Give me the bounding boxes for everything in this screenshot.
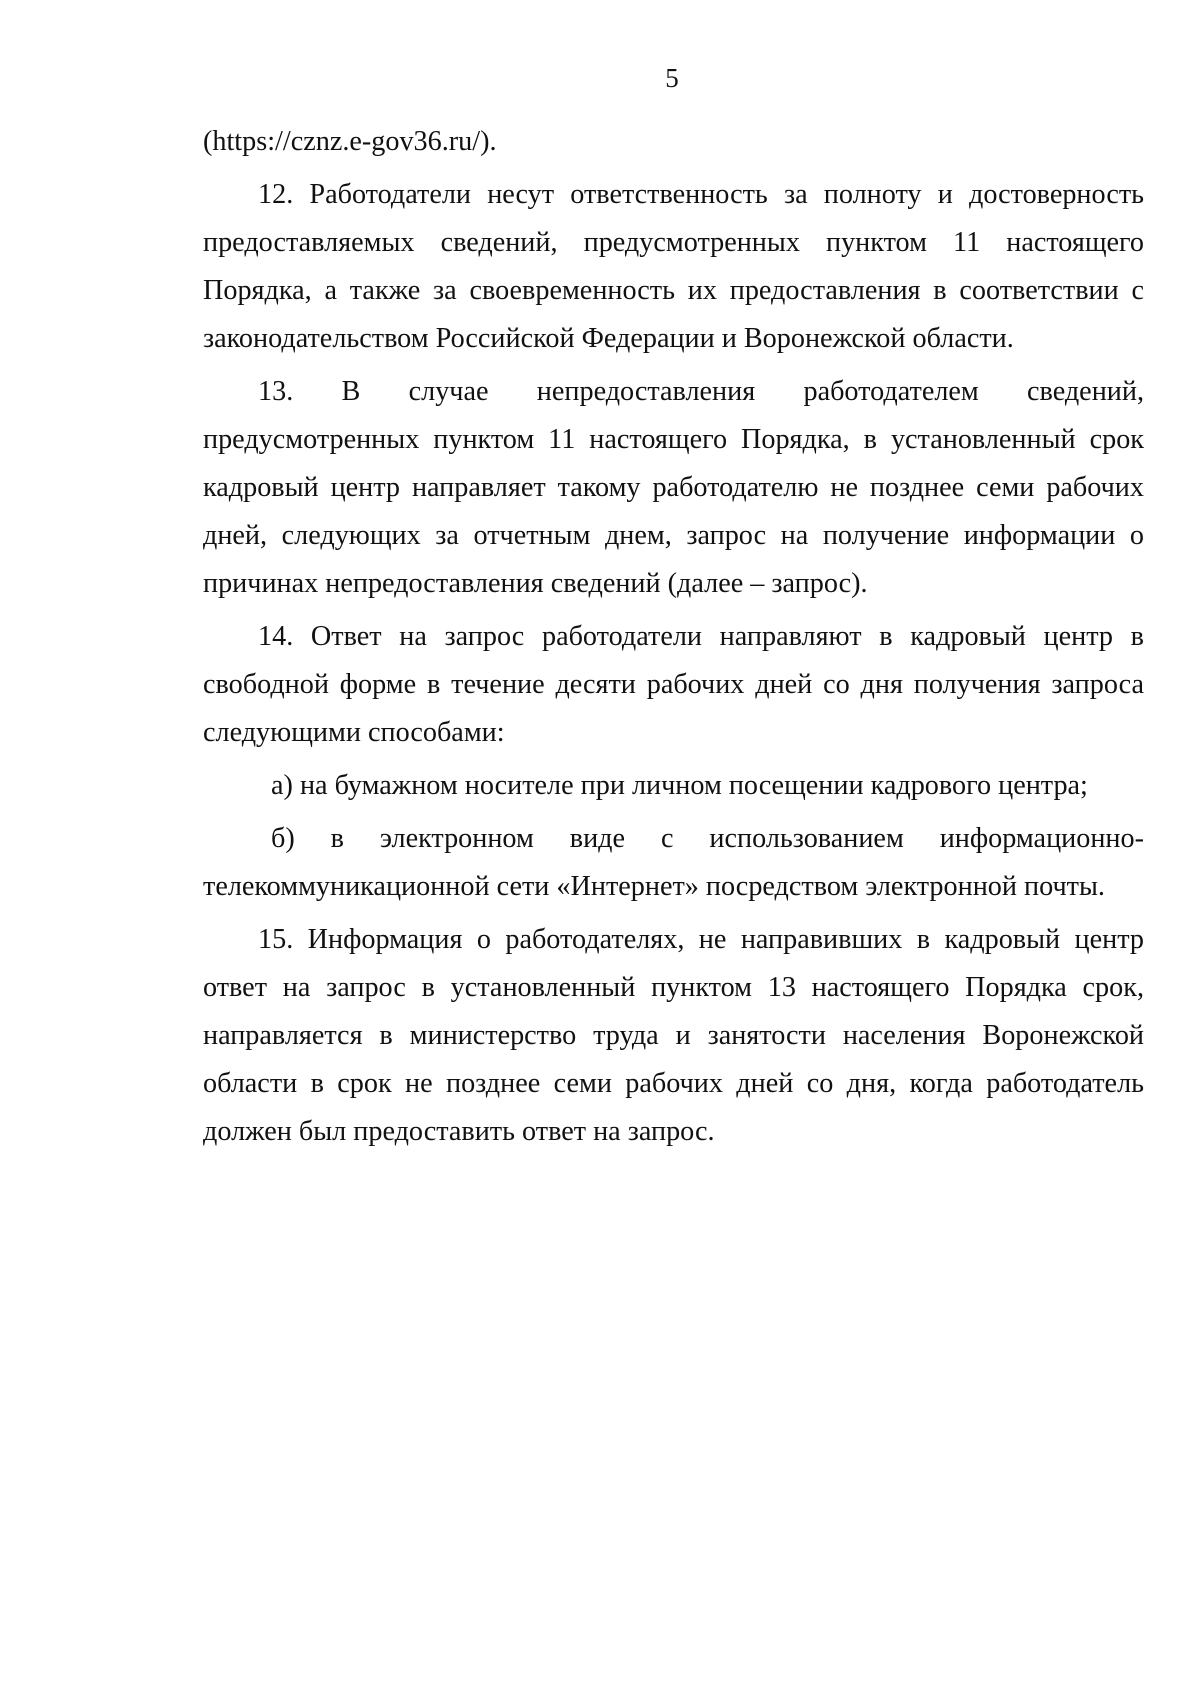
page-number: 5 [665, 63, 679, 93]
paragraph-15: 15. Информация о работодателях, не направивших в кадровый центр ответ на запрос в установленный пунктом 13 настоящего Порядка срок, направляется в министерство труда и занятости населения Воронежской области в срок не позднее семи рабочих дней со дня, когда работодатель должен был предоставить ответ на запрос. [203, 924, 1144, 1147]
document-body [203, 118, 1144, 1161]
paragraph-14: 14. Ответ на запрос работодатели направляют в кадровый центр в свободной форме в течение десяти рабочих дней со дня получения запроса следующими способами: [203, 621, 1144, 748]
paragraph-12: 12. Работодатели несут ответственность за полноту и достоверность предоставляемых сведений, предусмотренных пунктом 11 настоящего Порядка, а также за своевременность их предоставления в соответствии с законодательством Российской Федерации и Воронежской области. [203, 179, 1144, 354]
paragraph-14-item-b: б) в электронном виде с использованием информационно-телекоммуникационной сети «Интернет» посредством электронной почты. [203, 823, 1144, 902]
paragraph-14-item-a: а) на бумажном носителе при личном посещении кадрового центра; [271, 770, 1088, 801]
paragraph-13: 13. В случае непредоставления работодателем сведений, предусмотренных пунктом 11 настоящего Порядка, в установленный срок кадровый центр направляет такому работодателю не позднее семи рабочих дней, следующих за отчетным днем, запрос на получение информации о причинах непредоставления сведений (далее – запрос). [203, 376, 1144, 599]
paragraph-url-continuation: (https://cznz.e-gov36.ru/). [203, 126, 497, 157]
